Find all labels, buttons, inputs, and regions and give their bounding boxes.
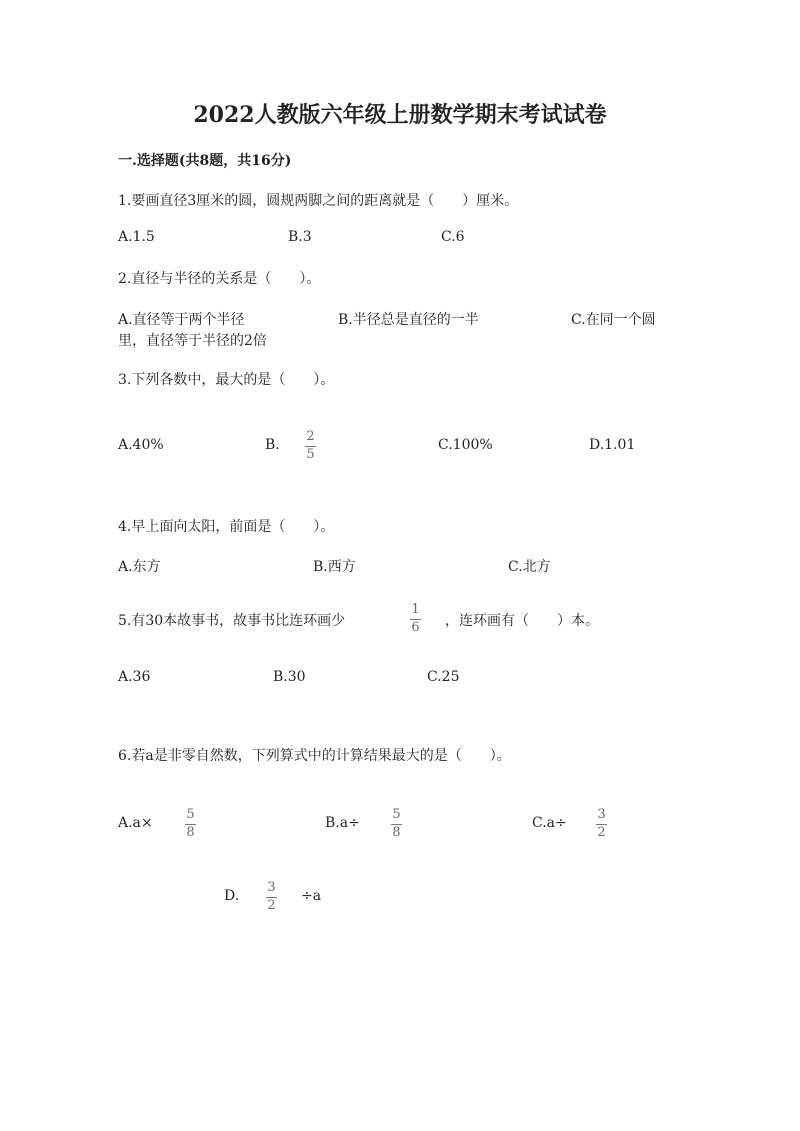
question-6-option-d-suffix: ÷a xyxy=(301,888,322,904)
fraction-denominator: 2 xyxy=(267,898,276,913)
question-3-option-d: D.1.01 xyxy=(589,437,636,453)
question-6-option-c-fraction xyxy=(596,808,607,840)
question-5-option-c: C.25 xyxy=(427,669,460,685)
fraction-numerator: 5 xyxy=(392,807,401,822)
question-6-option-a-fraction xyxy=(185,808,196,840)
question-3-option-c: C.100% xyxy=(438,437,493,453)
question-6-option-b: B.a÷ xyxy=(325,815,360,831)
question-2-option-b: B.半径总是直径的一半 xyxy=(338,312,479,328)
question-1-option-a: A.1.5 xyxy=(118,229,155,245)
question-2-option-a: A.直径等于两个半径 xyxy=(118,312,245,328)
question-6-option-c: C.a÷ xyxy=(532,815,567,831)
question-3-stem: 3.下列各数中，最大的是（ ）。 xyxy=(118,372,335,388)
question-5-stem-start: 5.有30本故事书，故事书比连环画少 xyxy=(118,613,346,629)
question-4-option-b: B.西方 xyxy=(313,559,356,575)
fraction-denominator: 6 xyxy=(411,620,420,635)
question-3-fraction xyxy=(305,430,316,462)
section-heading: 一.选择题(共8题，共16分) xyxy=(118,153,292,169)
question-2-option-c: C.在同一个圆 xyxy=(571,312,656,328)
question-1-option-c: C.6 xyxy=(441,229,465,245)
fraction-numerator: 1 xyxy=(411,602,420,617)
question-4-option-a: A.东方 xyxy=(118,559,161,575)
question-2-stem: 2.直径与半径的关系是（ ）。 xyxy=(118,271,321,287)
question-6-option-a: A.a× xyxy=(118,815,153,831)
question-4-stem: 4.早上面向太阳，前面是（ ）。 xyxy=(118,519,335,535)
question-6-option-b-fraction xyxy=(391,808,402,840)
question-1-stem: 1.要画直径3厘米的圆，圆规两脚之间的距离就是（ ）厘米。 xyxy=(118,193,519,209)
fraction-numerator: 3 xyxy=(267,880,276,895)
fraction-denominator: 2 xyxy=(597,825,606,840)
fraction-denominator: 8 xyxy=(186,825,195,840)
question-5-fraction xyxy=(410,603,421,635)
exam-title: 2022人教版六年级上册数学期末考试试卷 xyxy=(193,102,607,128)
question-5-option-b: B.30 xyxy=(273,669,306,685)
fraction-numerator: 2 xyxy=(306,429,315,444)
fraction-numerator: 5 xyxy=(186,807,195,822)
fraction-numerator: 3 xyxy=(597,807,606,822)
fraction-denominator: 8 xyxy=(392,825,401,840)
question-6-option-d: D. xyxy=(224,888,240,904)
question-5-option-a: A.36 xyxy=(118,669,151,685)
question-2-option-c-continued: 里，直径等于半径的2倍 xyxy=(118,333,267,349)
question-3-option-a: A.40% xyxy=(118,437,164,453)
question-5-stem-end: ，连环画有（ ）本。 xyxy=(445,613,599,629)
question-6-option-d-fraction xyxy=(266,881,277,913)
question-1-option-b: B.3 xyxy=(288,229,312,245)
question-4-option-c: C.北方 xyxy=(508,559,551,575)
question-6-stem: 6.若a是非零自然数，下列算式中的计算结果最大的是（ ）。 xyxy=(118,748,511,764)
question-3-option-b: B. xyxy=(265,437,280,453)
fraction-denominator: 5 xyxy=(306,447,315,462)
